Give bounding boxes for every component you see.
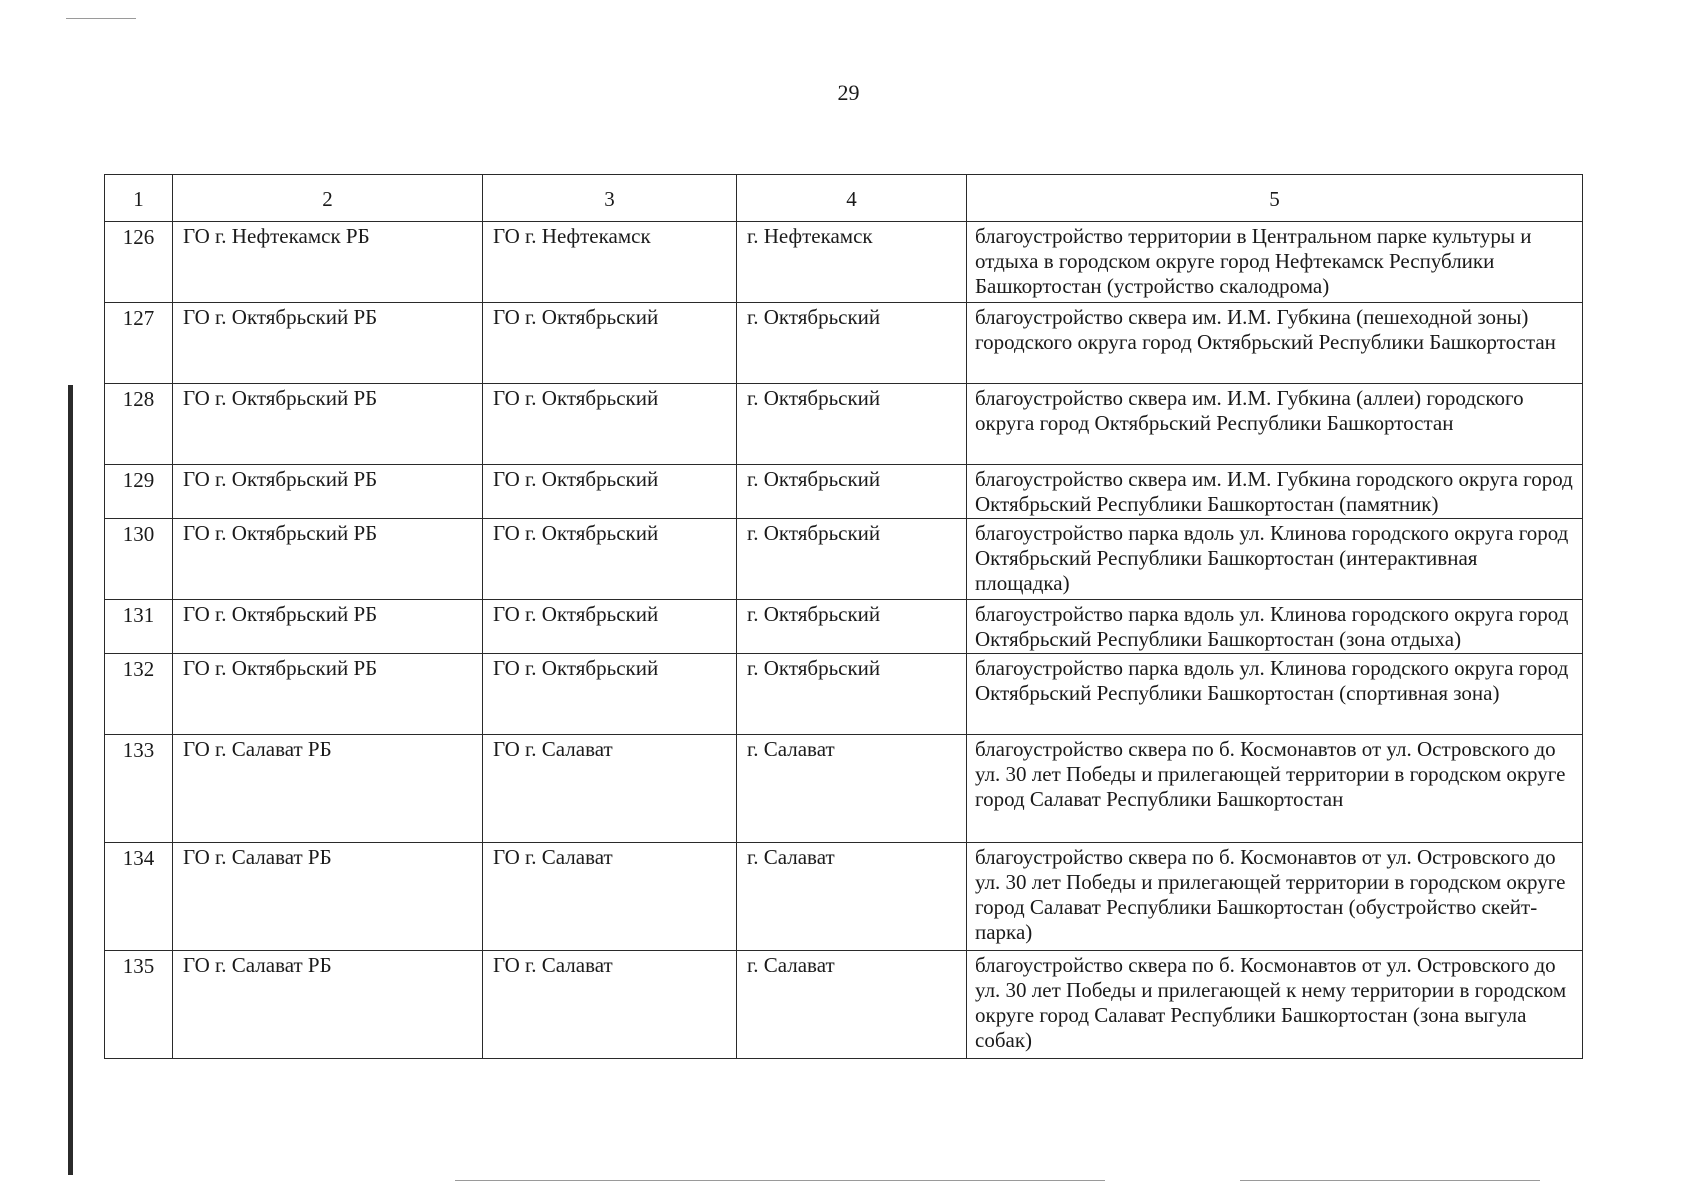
description-cell: благоустройство сквера им. И.М. Губкина (аллеи) городского округа город Октябрьский Республики Башкортостан	[967, 384, 1583, 465]
row-number: 127	[105, 303, 173, 384]
municipality-cell: ГО г. Салават РБ	[173, 735, 483, 843]
district-cell: ГО г. Октябрьский	[483, 465, 737, 519]
description-cell: благоустройство парка вдоль ул. Клинова городского округа город Октябрьский Республики Башкортостан (спортивная зона)	[967, 654, 1583, 735]
city-cell: г. Октябрьский	[737, 303, 967, 384]
description-cell: благоустройство сквера по б. Космонавтов от ул. Островского до ул. 30 лет Победы и прилегающей к нему территории в городском округе город Салават Республики Башкортостан (зона выгула собак)	[967, 951, 1583, 1059]
city-cell: г. Октябрьский	[737, 654, 967, 735]
data-table	[104, 174, 1583, 1059]
district-cell: ГО г. Октябрьский	[483, 384, 737, 465]
city-cell: г. Салават	[737, 843, 967, 951]
table-row	[105, 951, 1583, 1059]
header-col-2: 2	[173, 175, 483, 222]
scan-artifact-bottom	[1240, 1180, 1540, 1181]
table-row	[105, 384, 1583, 465]
district-cell: ГО г. Салават	[483, 735, 737, 843]
table-row	[105, 600, 1583, 654]
table-row	[105, 465, 1583, 519]
municipality-cell: ГО г. Октябрьский РБ	[173, 519, 483, 600]
row-number: 130	[105, 519, 173, 600]
description-cell: благоустройство сквера им. И.М. Губкина городского округа город Октябрьский Республики Башкортостан (памятник)	[967, 465, 1583, 519]
municipality-cell: ГО г. Октябрьский РБ	[173, 384, 483, 465]
municipality-cell: ГО г. Октябрьский РБ	[173, 465, 483, 519]
table-row	[105, 303, 1583, 384]
municipality-cell: ГО г. Нефтекамск РБ	[173, 222, 483, 303]
scan-artifact-top	[66, 18, 136, 19]
row-number: 131	[105, 600, 173, 654]
row-number: 128	[105, 384, 173, 465]
header-col-5: 5	[967, 175, 1583, 222]
city-cell: г. Октябрьский	[737, 384, 967, 465]
table-header-row	[105, 175, 1583, 222]
municipality-cell: ГО г. Октябрьский РБ	[173, 600, 483, 654]
table-row	[105, 654, 1583, 735]
row-number: 129	[105, 465, 173, 519]
description-cell: благоустройство парка вдоль ул. Клинова городского округа город Октябрьский Республики Башкортостан (зона отдыха)	[967, 600, 1583, 654]
city-cell: г. Октябрьский	[737, 519, 967, 600]
row-number: 135	[105, 951, 173, 1059]
table-row	[105, 222, 1583, 303]
description-cell: благоустройство сквера по б. Космонавтов от ул. Островского до ул. 30 лет Победы и прилегающей территории в городском округе город Салават Республики Башкортостан (обустройство скейт-парка)	[967, 843, 1583, 951]
table-row	[105, 735, 1583, 843]
district-cell: ГО г. Салават	[483, 951, 737, 1059]
district-cell: ГО г. Октябрьский	[483, 600, 737, 654]
page-number: 29	[837, 80, 860, 105]
city-cell: г. Октябрьский	[737, 600, 967, 654]
district-cell: ГО г. Октябрьский	[483, 303, 737, 384]
city-cell: г. Салават	[737, 951, 967, 1059]
description-cell: благоустройство территории в Центральном парке культуры и отдыха в городском округе город Нефтекамск Республики Башкортостан (устройство скалодрома)	[967, 222, 1583, 303]
description-cell: благоустройство сквера по б. Космонавтов от ул. Островского до ул. 30 лет Победы и прилегающей территории в городском округе город Салават Республики Башкортостан	[967, 735, 1583, 843]
municipality-cell: ГО г. Октябрьский РБ	[173, 303, 483, 384]
description-cell: благоустройство парка вдоль ул. Клинова городского округа город Октябрьский Республики Башкортостан (интерактивная площадка)	[967, 519, 1583, 600]
row-number: 134	[105, 843, 173, 951]
header-col-3: 3	[483, 175, 737, 222]
city-cell: г. Октябрьский	[737, 465, 967, 519]
scan-artifact-bottom	[455, 1180, 1105, 1181]
district-cell: ГО г. Нефтекамск	[483, 222, 737, 303]
district-cell: ГО г. Салават	[483, 843, 737, 951]
header-col-4: 4	[737, 175, 967, 222]
row-number: 126	[105, 222, 173, 303]
row-number: 133	[105, 735, 173, 843]
table-row	[105, 843, 1583, 951]
city-cell: г. Салават	[737, 735, 967, 843]
municipality-cell: ГО г. Октябрьский РБ	[173, 654, 483, 735]
city-cell: г. Нефтекамск	[737, 222, 967, 303]
district-cell: ГО г. Октябрьский	[483, 654, 737, 735]
header-col-1: 1	[105, 175, 173, 222]
row-number: 132	[105, 654, 173, 735]
district-cell: ГО г. Октябрьский	[483, 519, 737, 600]
description-cell: благоустройство сквера им. И.М. Губкина (пешеходной зоны) городского округа город Октябрьский Республики Башкортостан	[967, 303, 1583, 384]
scan-edge-shadow	[68, 385, 73, 1175]
table-row	[105, 519, 1583, 600]
municipality-cell: ГО г. Салават РБ	[173, 951, 483, 1059]
municipality-cell: ГО г. Салават РБ	[173, 843, 483, 951]
